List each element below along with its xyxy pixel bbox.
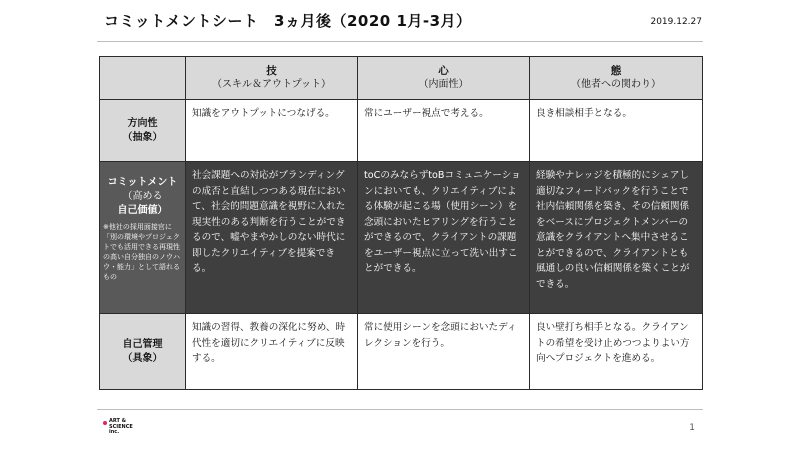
row-title: 自己管理	[122, 338, 163, 350]
column-title: 心	[438, 65, 449, 77]
row-title: コミットメント	[107, 177, 178, 188]
bottom-divider	[97, 409, 703, 410]
commitment-table	[99, 56, 703, 390]
row-subtitle: （抽象）	[122, 131, 163, 143]
row-subtitle: （具象）	[122, 352, 163, 364]
column-subtitle: （内面性）	[418, 79, 469, 90]
logo-wordmark	[109, 419, 133, 436]
row-header-self-management	[100, 314, 186, 390]
row-subtitle: （高める	[122, 191, 163, 202]
column-header-skill	[186, 57, 358, 100]
row-subtitle-2: 自己価値）	[117, 205, 168, 216]
table-header-row	[100, 57, 703, 100]
company-logo	[103, 419, 143, 443]
table-cell: 常にユーザー視点で考える。	[358, 100, 530, 162]
page-number: 1	[689, 423, 695, 433]
row-note: ※他社の採用面接官に「別の環境やプロジェクトでも活用できる再現性の高い自分独自のノウハウ・能力」として語れるもの	[103, 223, 180, 281]
row-title: 方向性	[127, 117, 158, 129]
table-cell: 社会課題への対応がブランディングの成否と直結しつつある現在において、社会的問題意識を視野に入れた現実性のある判断を行うことができるので、嘘やまやかしのない時代に即したクリエイティブを提案できる。	[186, 162, 358, 314]
table-cell: 知識をアウトプットにつなげる。	[186, 100, 358, 162]
top-divider	[97, 41, 703, 42]
logo-line: inc.	[109, 429, 120, 435]
table-cell: 良き相談相手となる。	[530, 100, 703, 162]
column-header-mind	[358, 57, 530, 100]
document-date: 2019.12.27	[650, 17, 702, 27]
logo-dot-icon	[103, 421, 107, 425]
corner-cell	[100, 57, 186, 100]
table-cell: 常に使用シーンを念頭においたディレクションを行う。	[358, 314, 530, 390]
table-cell: 良い壁打ち相手となる。クライアントの希望を受け止めつつよりよい方向へプロジェクトを進める。	[530, 314, 703, 390]
column-subtitle: （他者への関わり）	[571, 79, 661, 90]
column-subtitle: （スキル＆アウトプット）	[212, 79, 331, 90]
row-header-direction	[100, 100, 186, 162]
column-title: 態	[610, 65, 622, 77]
logo-line: ART &	[109, 418, 127, 424]
table-row-direction	[100, 100, 703, 162]
column-title: 技	[266, 65, 277, 77]
column-header-attitude	[530, 57, 703, 100]
page-title: コミットメントシート 3ヵ月後（2020 1月-3月）	[104, 12, 472, 30]
row-header-commitment	[100, 162, 186, 314]
table-cell: toCのみならずtoBコミュニケーションにおいても、クリエイティブによる体験が起こる場（使用シーン）を念頭においたヒアリングを行うことができるので、クライアントの課題をユーザー視点に立って洗い出すことができる。	[358, 162, 530, 314]
table-cell: 知識の習得、教養の深化に努め、時代性を適切にクリエイティブに反映する。	[186, 314, 358, 390]
table-row-self-management	[100, 314, 703, 390]
table-row-commitment	[100, 162, 703, 314]
table-cell: 経験やナレッジを積極的にシェアし適切なフィードバックを行うことで社内信頼関係を築き、その信頼関係をベースにプロジェクトメンバーの意識をクライアントへ集中させることができるので、クライアントとも風通しの良い信頼関係を築くことができる。	[530, 162, 703, 314]
logo-line: SCIENCE	[109, 423, 133, 430]
